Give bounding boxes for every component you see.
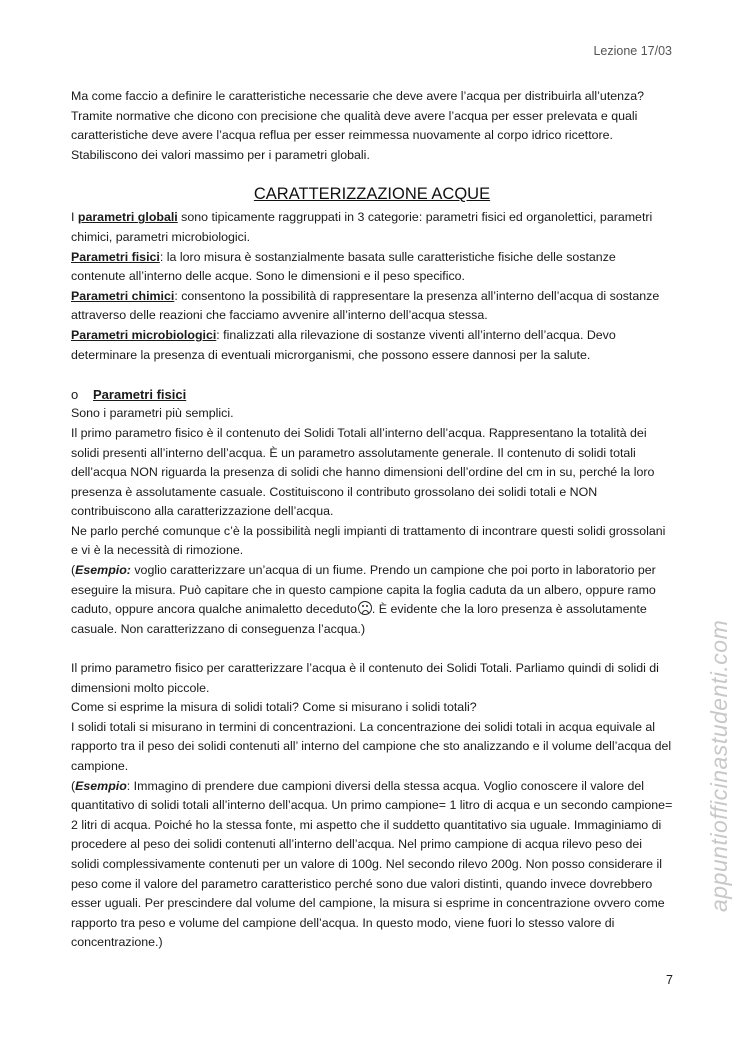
section-title: CARATTERIZZAZIONE ACQUE — [253, 185, 491, 204]
parametri-fisici-label: Parametri fisici — [71, 249, 160, 264]
solidi-question: Come si esprime la misura di solidi totali? Come si misurano i solidi totali? — [71, 700, 477, 715]
watermark: appuntiofficinastudenti.com — [706, 619, 732, 912]
spacer — [71, 639, 673, 659]
solidi-paragraph: I solidi totali si misurano in termini di concentrazioni. La concentrazione dei solidi totali in acqua equivale al rapporto tra il peso dei solidi contenuti all’ interno del campione che sto analizzando e il volume dell’acqua del campione. — [71, 719, 672, 773]
esempio-label: Esempio — [75, 778, 127, 793]
parametri-fisici-text: : la loro misura è sostanzialmente basata sulle caratteristiche fisiche delle sostanze contenute all’interno delle acque. Sono le dimensioni e il peso specifico. — [71, 249, 616, 284]
parametri-chimici-label: Parametri chimici — [71, 288, 175, 303]
lesson-header: Lezione 17/03 — [593, 44, 672, 58]
parametri-microbiologici-text: : finalizzati alla rilevazione di sostanze viventi all’interno dell’acqua. Devo determinare la presenza di eventuali microrganismi, che possono essere dannosi per la salute. — [71, 327, 616, 362]
fisici-paragraph: Il primo parametro fisico è il contenuto dei Solidi Totali all’interno dell’acqua. Rappresentano la totalità dei solidi presenti all’interno dell’acqua. È un parametro assolutamente generale. Il contenuto di solidi totali dell’acqua NON riguarda la presenza di solidi che hanno dimensioni dell’ordine del cm in su, perché la loro presenza è assolutamente casuale. Costituiscono il contributo grossolano dei solidi totali e NON contribuiscono alla caratterizzazione dell’acqua. — [71, 425, 655, 519]
sad-face-icon — [358, 601, 372, 615]
example-1 — [71, 561, 673, 639]
paren-open: ( — [71, 563, 76, 578]
example-1-text: voglio caratterizzare un’acqua di un fiume. Prendo un campione che poi porto in laboratorio per eseguire la misura. Può capitare che in questo campione capita la foglia caduta da un albero, oppure ramo caduto, oppure ancora qualche animaletto deceduto — [71, 563, 656, 617]
intro-text: sono tipicamente raggruppati in 3 categorie: parametri fisici ed organolettici, parametri chimici, parametri microbiologici. — [71, 210, 653, 244]
example-2 — [71, 777, 673, 953]
example-1-text-end: . È evidente che la loro presenza è assolutamente casuale. Non caratterizzano di conseguenza l’acqua.) — [71, 602, 647, 636]
page-content — [71, 87, 673, 953]
parametri-microbiologici-label: Parametri microbiologici — [71, 327, 217, 342]
example-2-text: : Immagino di prendere due campioni diversi della stessa acqua. Voglio conoscere il valore del quantitativo di solidi totali all’interno dell’acqua. Un primo campione= 1 litro di acqua e un secondo campione= 2 litri di acqua. Poiché ho la stessa fonte, mi aspetto che il suddetto quantitativo sia uguale. Immaginiamo di procedere al peso dei solidi contenuti all’interno dell’acqua. Nel primo campione di acqua rilevo peso dei solidi complessivamente contenuti per un valore di 100g. Nel secondo rilevo 200g. Non posso considerare il peso come il valore del parametro caratteristico perché sono due valori distinti, quando invece dovrebbero esser uguali. Per prescindere dal volume del campione, la misura si esprime in concentrazione ovvero come rapporto tra peso e volume del campione dell’acqua. In questo modo, viene fuori lo stesso valore di concentrazione.) — [71, 778, 673, 950]
solidi-paragraph: Il primo parametro fisico per caratterizzare l’acqua è il contenuto dei Solidi Totali. Parliamo quindi di solidi di dimensioni molto piccole. — [71, 661, 659, 695]
parametri-fisici-definition — [71, 248, 673, 287]
parametri-microbiologici-definition — [71, 326, 673, 365]
parametri-chimici-definition — [71, 287, 673, 326]
page-number: 7 — [666, 973, 673, 987]
fisici-paragraph: Sono i parametri più semplici. — [71, 406, 234, 421]
bullet-heading — [71, 385, 673, 405]
intro-paragraph: Ma come faccio a definire le caratteristiche necessarie che deve avere l’acqua per distribuirla all’utenza? Tramite normative che dicono con precisione che qualità deve avere l’acqua per esser prelevata e quali caratteristiche deve avere l’acqua reflua per esser reimmessa nuovamente al corpo idrico ricettore. Stabiliscono dei valori massimo per i parametri globali. — [71, 89, 645, 162]
fisici-paragraph: Ne parlo perché comunque c’è la possibilità negli impianti di trattamento di incontrare questi solidi grossolani e vi è la necessità di rimozione. — [71, 523, 666, 558]
spacer — [71, 365, 673, 385]
bullet-title: Parametri fisici — [93, 386, 187, 402]
parametri-globali-label: parametri globali — [77, 210, 178, 225]
paren-open: ( — [71, 778, 76, 793]
bullet-marker: o — [71, 386, 79, 402]
parametri-chimici-text: : consentono la possibilità di rappresentare la presenza all’interno dell’acqua di sostanze attraverso delle reazioni che facciamo avvenire all’interno dell’acqua stessa. — [71, 288, 660, 323]
intro-prefix: I — [71, 210, 78, 225]
categories-intro — [71, 208, 673, 247]
esempio-label: Esempio: — [75, 563, 131, 578]
